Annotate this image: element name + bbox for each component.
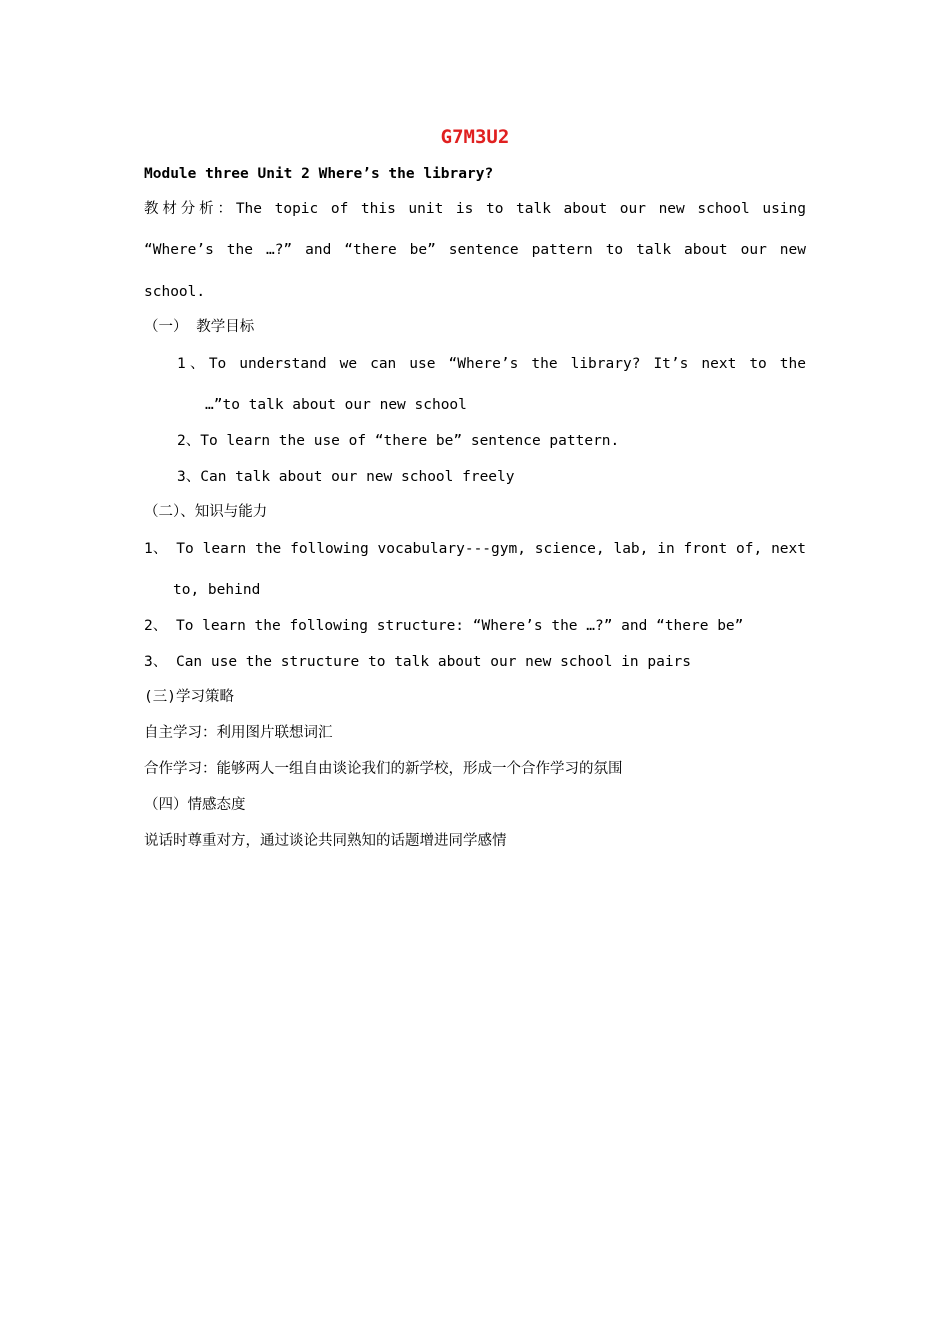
section-2-item-1-line-1: 1、 To learn the following vocabulary---gym, science, lab, in front of, next	[144, 541, 806, 557]
section-1-item-2: 2、To learn the use of “there be” sentence pattern.	[177, 433, 620, 449]
section-2-item-1-line-2: to, behind	[173, 582, 261, 598]
section-2-heading: （二）、知识与能力	[144, 504, 268, 520]
section-3-heading: (三)学习策略	[144, 689, 234, 705]
section-2-item-2: 2、 To learn the following structure: “Where’s the …?” and “there be”	[144, 618, 744, 634]
analysis-line-1: 教材分析：The topic of this unit is to talk about our new school using	[144, 201, 806, 217]
section-3-line-2: 合作学习：能够两人一组自由谈论我们的新学校，形成一个合作学习的氛围	[144, 761, 623, 777]
section-3-line-1: 自主学习：利用图片联想词汇	[144, 725, 333, 741]
analysis-line-2: “Where’s the …?” and “there be” sentence pattern to talk about our new	[144, 242, 806, 258]
section-1-item-3: 3、Can talk about our new school freely	[177, 469, 515, 485]
section-1-item-1-line-2: …”to talk about our new school	[205, 397, 467, 413]
analysis-line-3: school.	[144, 284, 206, 300]
section-4-line-1: 说话时尊重对方，通过谈论共同熟知的话题增进同学感情	[144, 833, 507, 849]
section-2-item-3: 3、 Can use the structure to talk about our new school in pairs	[144, 654, 692, 670]
module-subtitle: Module three Unit 2 Where’s the library?	[144, 166, 494, 182]
section-1-item-1-line-1: 1、To understand we can use “Where’s the library? It’s next to the	[177, 356, 806, 372]
document-title: G7M3U2	[440, 126, 510, 148]
section-4-heading: （四）情感态度	[144, 797, 246, 813]
section-1-heading: （一） 教学目标	[144, 319, 255, 335]
